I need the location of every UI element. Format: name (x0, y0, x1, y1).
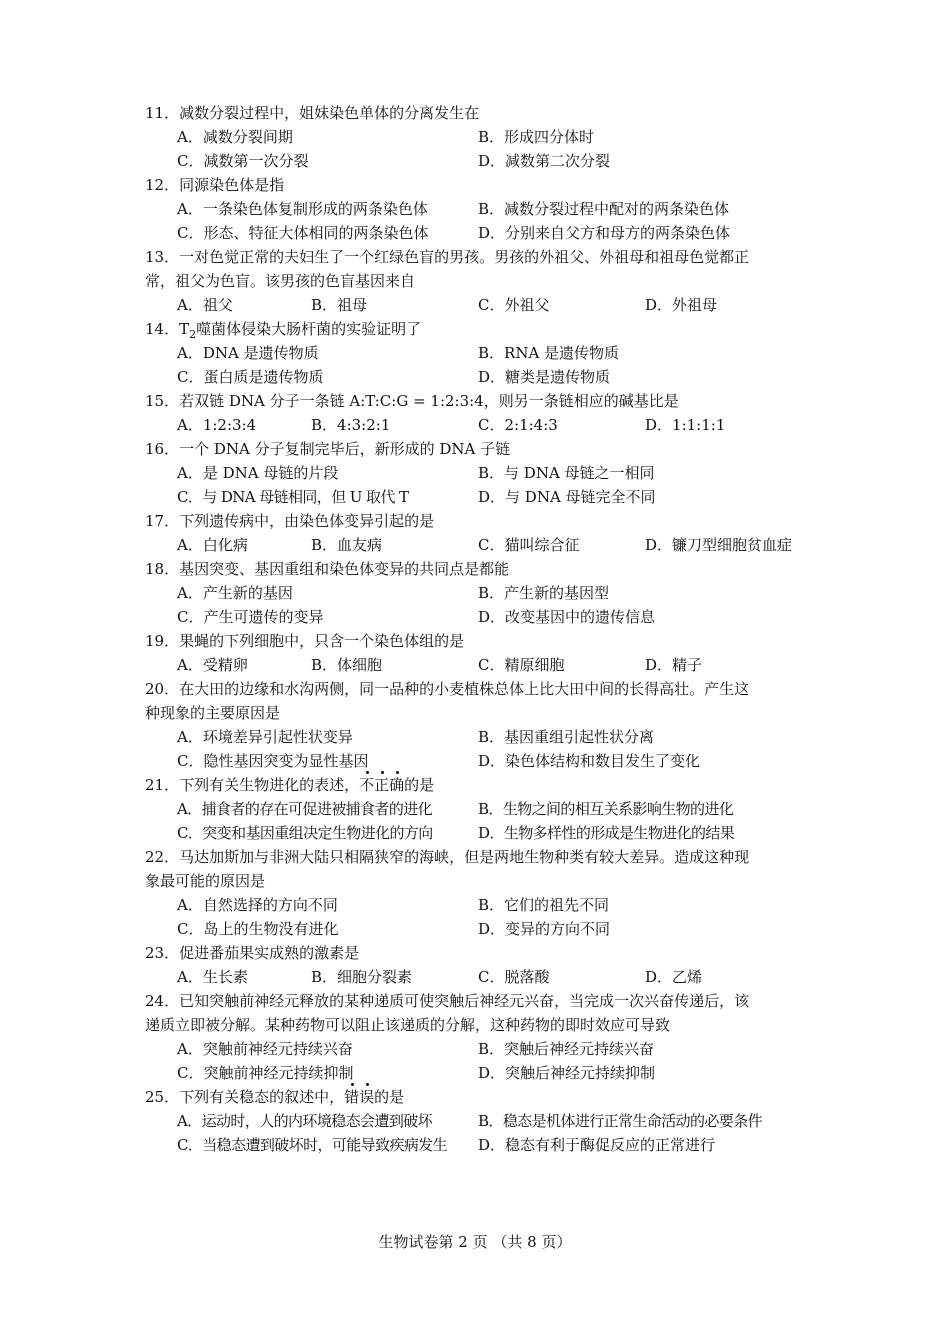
option-a: A．运动时，人的内环境稳态会遭到破坏 (177, 1112, 433, 1130)
question-text: 基因突变、基因重组和染色体变异的共同点是都能 (179, 560, 510, 578)
option-d: D．突触后神经元持续抑制 (478, 1064, 656, 1082)
option-b: B．形成四分体时 (478, 128, 595, 146)
question-number: 16． (145, 440, 180, 458)
option-c: C．形态、特征大体相同的两条染色体 (177, 224, 429, 242)
option-d: D．染色体结构和数目发生了变化 (478, 752, 701, 770)
options-row (145, 605, 810, 629)
option-c: C．减数第一次分裂 (177, 152, 309, 170)
options-row (145, 821, 810, 845)
question-text: 的是 (404, 776, 435, 794)
option-b: B．RNA 是遗传物质 (478, 344, 620, 362)
option-d: D．变异的方向不同 (478, 920, 611, 938)
question-20-stem-continued: 种现象的主要原因是 (145, 704, 281, 722)
option-a: A．是 DNA 母链的片段 (177, 464, 339, 482)
option-a: A．捕食者的存在可促进被捕食者的进化 (177, 800, 433, 818)
options-row (145, 581, 810, 605)
option-c: C．产生可遗传的变异 (177, 608, 324, 626)
options-row (145, 413, 810, 437)
options-row (145, 221, 810, 245)
question-15-stem (145, 389, 810, 413)
question-text: 减数分裂过程中，姐妹染色单体的分离发生在 (179, 104, 480, 122)
options-row (145, 1133, 810, 1157)
question-13-stem-continued: 常，祖父为色盲。该男孩的色盲基因来自 (145, 272, 416, 290)
question-17-stem (145, 509, 810, 533)
option-d: D．与 DNA 母链完全不同 (478, 488, 656, 506)
question-24-stem (145, 989, 810, 1013)
emphasized-text (344, 1088, 374, 1106)
options-row (145, 125, 810, 149)
question-19-stem (145, 629, 810, 653)
option-d: D．外祖母 (645, 296, 718, 314)
question-21-stem (145, 773, 810, 797)
option-d: D．乙烯 (645, 968, 703, 986)
question-number: 13． (145, 248, 180, 266)
option-d: D．分别来自父方和母方的两条染色体 (478, 224, 731, 242)
option-d: D．减数第二次分裂 (478, 152, 611, 170)
option-b: B．产生新的基因型 (478, 584, 610, 602)
option-b: B．生物之间的相互关系影响生物的进化 (478, 800, 734, 818)
option-a: A．自然选择的方向不同 (177, 896, 338, 914)
option-b: B．与 DNA 母链之一相同 (478, 464, 655, 482)
options-row (145, 917, 810, 941)
option-a: A．一条染色体复制形成的两条染色体 (177, 200, 428, 218)
option-d: D．生物多样性的形成是生物进化的结果 (478, 824, 735, 842)
emphasized-text (359, 776, 404, 794)
question-number: 17． (145, 512, 180, 530)
question-text: 促进番茄果实成熟的激素是 (179, 944, 360, 962)
option-c: C．精原细胞 (478, 656, 565, 674)
question-20-stem (145, 677, 810, 701)
option-b: B．它们的祖先不同 (478, 896, 610, 914)
option-a: A．生长素 (177, 968, 248, 986)
question-text: 下列有关稳态的叙述中， (179, 1088, 345, 1106)
question-text: 下列遗传病中，由染色体变异引起的是 (179, 512, 435, 530)
option-b: B．突触后神经元持续兴奋 (478, 1040, 655, 1058)
question-12-stem (145, 173, 810, 197)
question-number: 19． (145, 632, 180, 650)
options-row (145, 485, 810, 509)
option-d: D．改变基因中的遗传信息 (478, 608, 656, 626)
question-number: 11． (145, 104, 180, 122)
option-c: C．2:1:4:3 (478, 416, 558, 434)
option-a: A．受精卵 (177, 656, 248, 674)
question-text: 一对色觉正常的夫妇生了一个红绿色盲的男孩。男孩的外祖父、外祖母和祖母色觉都正 (179, 248, 750, 266)
options-row (145, 893, 810, 917)
option-c: C．突触前神经元持续抑制 (177, 1064, 354, 1082)
options-row (145, 1061, 810, 1085)
question-text: 若双链 DNA 分子一条链 A:T:C:G = 1:2:3:4，则另一条链相应的碱基比是 (179, 392, 679, 410)
question-number: 22． (145, 848, 180, 866)
option-c: C．当稳态遭到破坏时，可能导致疾病发生 (177, 1136, 448, 1154)
option-c: C．外祖父 (478, 296, 550, 314)
emphasis-char: 正 (374, 776, 390, 794)
option-b: B．体细胞 (311, 656, 383, 674)
emphasis-char: 不 (359, 776, 375, 794)
option-a: A．1:2:3:4 (177, 416, 257, 434)
question-number: 24． (145, 992, 180, 1010)
question-number: 25． (145, 1088, 180, 1106)
option-a: A．产生新的基因 (177, 584, 293, 602)
options-row (145, 197, 810, 221)
option-a: A．减数分裂间期 (177, 128, 293, 146)
question-22-stem (145, 845, 810, 869)
question-number: 18． (145, 560, 180, 578)
option-c: C．与 DNA 母链相同，但 U 取代 T (177, 488, 409, 506)
option-b: B．稳态是机体进行正常生命活动的必要条件 (478, 1112, 763, 1130)
option-d: D．稳态有利于酶促反应的正常进行 (478, 1136, 716, 1154)
question-number: 12． (145, 176, 180, 194)
question-number: 20． (145, 680, 180, 698)
question-text: 在大田的边缘和水沟两侧，同一品种的小麦植株总体上比大田中间的长得高壮。产生这 (179, 680, 750, 698)
question-24-stem-continued: 递质立即被分解。某种药物可以阻止该递质的分解，这种药物的即时效应可导致 (145, 1016, 671, 1034)
option-c: C．脱落酸 (478, 968, 550, 986)
option-c: C．突变和基因重组决定生物进化的方向 (177, 824, 433, 842)
option-a: A．环境差异引起性状变异 (177, 728, 353, 746)
options-row (145, 749, 810, 773)
emphasis-char: 错 (344, 1088, 360, 1106)
option-a: A．祖父 (177, 296, 233, 314)
question-text: 马达加斯加与非洲大陆只相隔狭窄的海峡，但是两地生物种类有较大差异。造成这种现 (179, 848, 750, 866)
option-c: C．岛上的生物没有进化 (177, 920, 339, 938)
option-b: B．4:3:2:1 (311, 416, 391, 434)
question-18-stem (145, 557, 810, 581)
options-row (145, 533, 810, 557)
question-text: 的是 (374, 1088, 405, 1106)
option-b: B．减数分裂过程中配对的两条染色体 (478, 200, 730, 218)
question-16-stem (145, 437, 810, 461)
subscript: 2 (189, 328, 197, 341)
options-row (145, 293, 810, 317)
question-22-stem-continued: 象最可能的原因是 (145, 872, 266, 890)
option-b: B．血友病 (311, 536, 383, 554)
option-d: D．精子 (645, 656, 703, 674)
page-footer: 生物试卷第 2 页 （共 8 页） (378, 1233, 572, 1251)
question-14-stem (145, 317, 810, 341)
question-text: 同源染色体是指 (179, 176, 285, 194)
option-b: B．细胞分裂素 (311, 968, 413, 986)
option-a: A．白化病 (177, 536, 248, 554)
question-25-stem (145, 1085, 810, 1109)
option-d: D．糖类是遗传物质 (478, 368, 611, 386)
options-row (145, 653, 810, 677)
option-b: B．祖母 (311, 296, 368, 314)
question-13-stem (145, 245, 810, 269)
option-c: C．蛋白质是遗传物质 (177, 368, 324, 386)
question-number: 21． (145, 776, 180, 794)
question-number: 23． (145, 944, 180, 962)
options-row (145, 965, 810, 989)
option-d: D．1:1:1:1 (645, 416, 726, 434)
option-c: C．隐性基因突变为显性基因 (177, 752, 369, 770)
question-text: 果蝇的下列细胞中，只含一个染色体组的是 (179, 632, 465, 650)
options-row (145, 725, 810, 749)
question-11-stem (145, 101, 810, 125)
options-row (145, 797, 810, 821)
options-row (145, 341, 810, 365)
options-row (145, 1037, 810, 1061)
option-b: B．基因重组引起性状分离 (478, 728, 655, 746)
option-d: D．镰刀型细胞贫血症 (645, 536, 793, 554)
options-row (145, 365, 810, 389)
question-23-stem (145, 941, 810, 965)
question-text: 已知突触前神经元释放的某种递质可使突触后神经元兴奋，当完成一次兴奋传递后，该 (179, 992, 750, 1010)
question-text: 一个 DNA 分子复制完毕后，新形成的 DNA 子链 (179, 440, 511, 458)
question-text: 下列有关生物进化的表述， (179, 776, 360, 794)
option-c: C．猫叫综合征 (478, 536, 580, 554)
options-row (145, 149, 810, 173)
emphasis-char: 确 (389, 776, 405, 794)
options-row (145, 1109, 810, 1133)
question-text: T (179, 320, 190, 338)
emphasis-char: 误 (359, 1088, 375, 1106)
option-a: A．DNA 是遗传物质 (177, 344, 319, 362)
options-row (145, 461, 810, 485)
option-a: A．突触前神经元持续兴奋 (177, 1040, 353, 1058)
question-number: 15． (145, 392, 180, 410)
question-number: 14． (145, 320, 180, 338)
question-text: 噬菌体侵染大肠杆菌的实验证明了 (196, 320, 422, 338)
question-list (145, 101, 810, 1157)
